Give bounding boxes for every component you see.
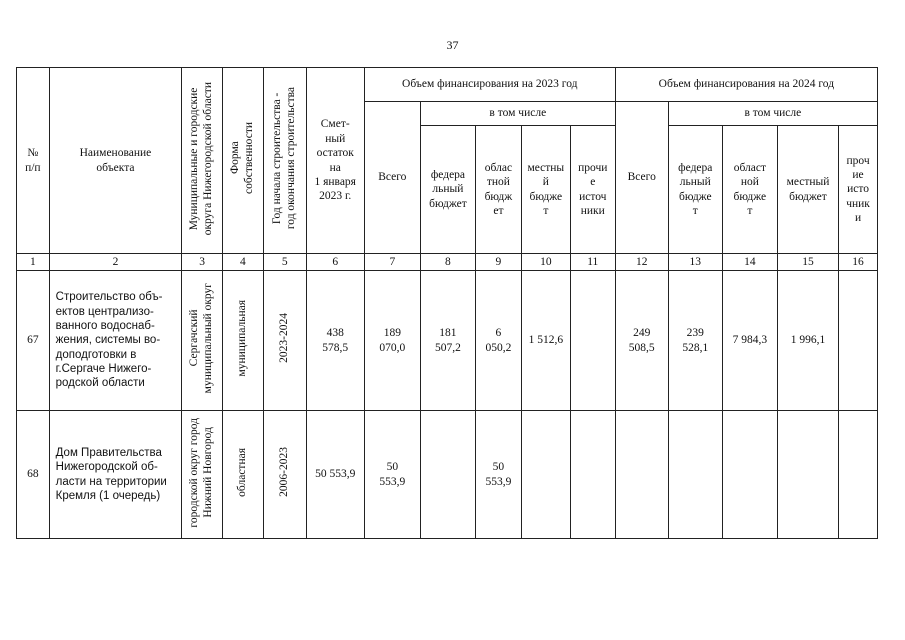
column-number: 4 xyxy=(223,254,264,271)
estimate-balance: 50 553,9 xyxy=(306,411,364,539)
header-total-2024: Всего xyxy=(615,102,668,254)
column-number: 7 xyxy=(364,254,420,271)
header-regional-2023: облас тной бюдж ет xyxy=(475,126,521,254)
local-2023 xyxy=(521,411,570,539)
regional-2024: 7 984,3 xyxy=(722,271,777,411)
table-row xyxy=(17,271,878,411)
regional-2023: 6 050,2 xyxy=(475,271,521,411)
column-number: 15 xyxy=(777,254,838,271)
column-number: 2 xyxy=(49,254,182,271)
estimate-balance: 438 578,5 xyxy=(306,271,364,411)
header-estimate: Смет- ный остаток на 1 января 2023 г. xyxy=(306,68,364,254)
other-2023 xyxy=(570,271,615,411)
regional-2023: 50 553,9 xyxy=(475,411,521,539)
federal-2023 xyxy=(420,411,475,539)
column-number: 11 xyxy=(570,254,615,271)
object-name: Строительство объ- ектов централизо- ванного водоснаб- жения, системы во- доподготовки в г.Сергаче Нижего- родской области xyxy=(49,271,182,411)
construction-years: 2006-2023 xyxy=(263,411,306,539)
column-number: 12 xyxy=(615,254,668,271)
page-number: 37 xyxy=(446,38,459,52)
column-number: 10 xyxy=(521,254,570,271)
header-ownership: Форма собственности xyxy=(223,68,264,254)
total-2023: 50 553,9 xyxy=(364,411,420,539)
ownership: областная xyxy=(223,411,264,539)
local-2023: 1 512,6 xyxy=(521,271,570,411)
header-regional-2024: област ной бюдже т xyxy=(722,126,777,254)
column-number: 3 xyxy=(182,254,223,271)
financing-table xyxy=(16,67,878,539)
total-2024: 249 508,5 xyxy=(615,271,668,411)
other-2024 xyxy=(839,271,878,411)
object-name: Дом Правительства Нижегородской об- ласти на территории Кремля (1 очередь) xyxy=(49,411,182,539)
column-number: 5 xyxy=(263,254,306,271)
municipality: Сергачский муниципальный округ xyxy=(182,271,223,411)
ownership: муниципальная xyxy=(223,271,264,411)
other-2024 xyxy=(839,411,878,539)
row-num: 68 xyxy=(17,411,50,539)
total-2024 xyxy=(615,411,668,539)
column-number: 16 xyxy=(839,254,878,271)
column-number: 14 xyxy=(722,254,777,271)
header-num: № п/п xyxy=(17,68,50,254)
federal-2023: 181 507,2 xyxy=(420,271,475,411)
column-number: 1 xyxy=(17,254,50,271)
federal-2024: 239 528,1 xyxy=(668,271,722,411)
header-fin-2023: Объем финансирования на 2023 год xyxy=(364,68,615,102)
header-other-2023: прочи е источ ники xyxy=(570,126,615,254)
header-local-2024: местный бюджет xyxy=(777,126,838,254)
federal-2024 xyxy=(668,411,722,539)
header-total-2023: Всего xyxy=(364,102,420,254)
header-years: Год начала строительства - год окончания строительства xyxy=(263,68,306,254)
header-incl-2024: в том числе xyxy=(668,102,877,126)
header-other-2024: проч ие исто чник и xyxy=(839,126,878,254)
municipality: городской округ город Нижний Новгород xyxy=(182,411,223,539)
column-number: 9 xyxy=(475,254,521,271)
header-federal-2024: федера льный бюдже т xyxy=(668,126,722,254)
local-2024: 1 996,1 xyxy=(777,271,838,411)
header-federal-2023: федера льный бюджет xyxy=(420,126,475,254)
regional-2024 xyxy=(722,411,777,539)
header-local-2023: местны й бюдже т xyxy=(521,126,570,254)
column-number-row xyxy=(17,254,878,271)
header-municipality: Муниципальные и городские округа Нижегородской области xyxy=(182,68,223,254)
total-2023: 189 070,0 xyxy=(364,271,420,411)
header-incl-2023: в том числе xyxy=(420,102,615,126)
row-num: 67 xyxy=(17,271,50,411)
column-number: 8 xyxy=(420,254,475,271)
local-2024 xyxy=(777,411,838,539)
header-fin-2024: Объем финансирования на 2024 год xyxy=(615,68,877,102)
construction-years: 2023-2024 xyxy=(263,271,306,411)
table-row xyxy=(17,411,878,539)
header-name: Наименование объекта xyxy=(49,68,182,254)
other-2023 xyxy=(570,411,615,539)
column-number: 6 xyxy=(306,254,364,271)
column-number: 13 xyxy=(668,254,722,271)
